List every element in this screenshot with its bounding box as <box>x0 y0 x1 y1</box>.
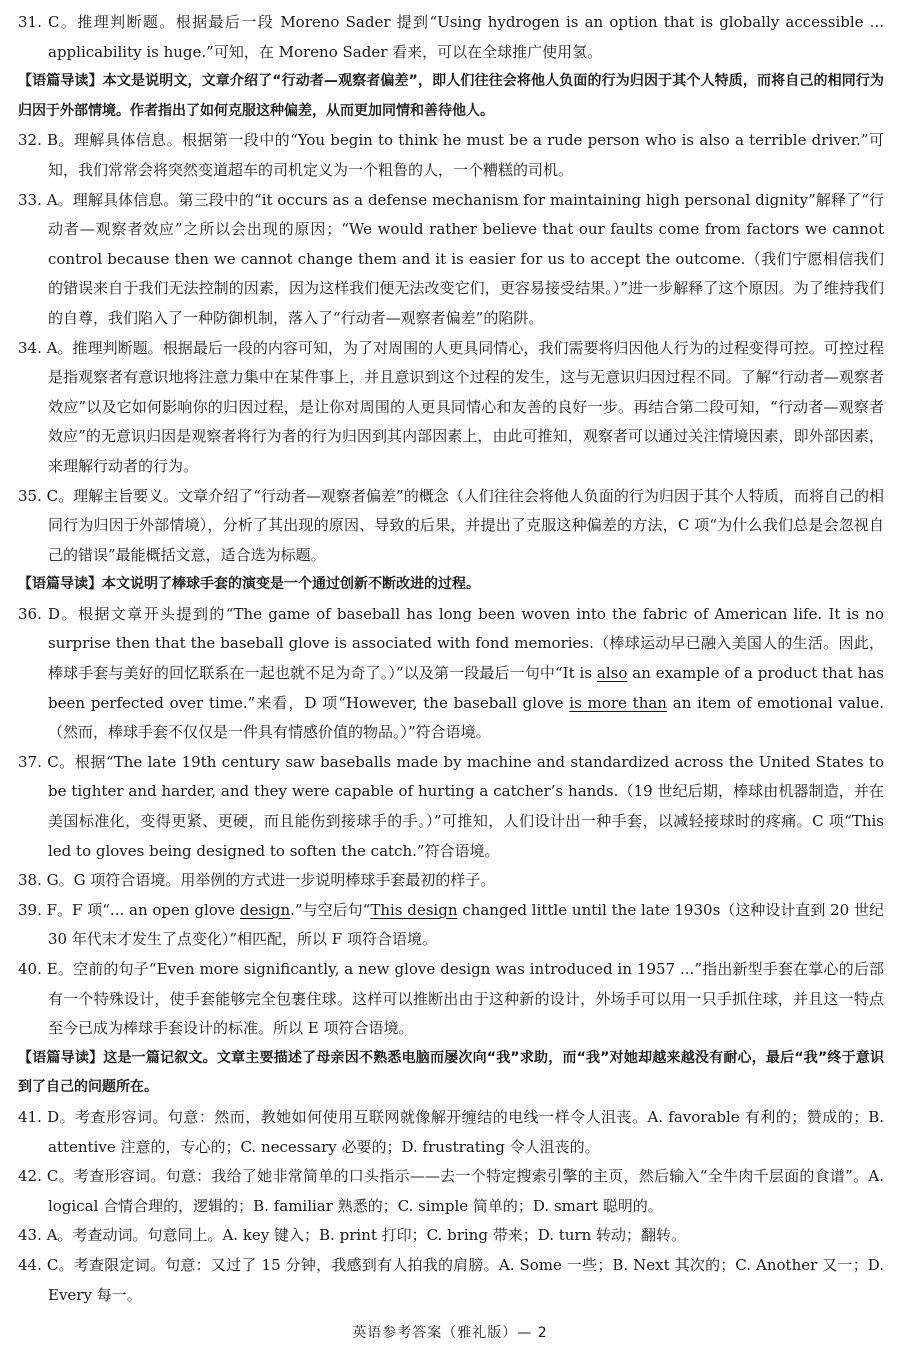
page-footer: 英语参考答案（雅礼版）— 2 <box>352 1325 548 1341</box>
answer-39-text-c: changed little until the late 1930s（这种设计直到 20 世纪 30 年代末才发生了点变化）”相匹配，所以 F 项符合语境。 <box>48 900 884 949</box>
answer-38: 38. G。G 项符合语境。用举例的方式进一步说明棒球手套最初的样子。 <box>18 871 496 890</box>
answer-36 <box>18 600 884 748</box>
answer-36-text-a: 36. D。根据文章开头提到的“The game of baseball has long been woven into the fabric of American life. It is no surprise then that the baseball glove is associated with fond memories.（棒球运动早已融入美国人的生活。因此，棒球手套与美好的回忆联系在一起也就不足为奇了。）”以及第一段最后一句中“It is <box>18 604 884 683</box>
passage-guide-3: 【语篇导读】这是一篇记叙文。文章主要描述了母亲因不熟悉电脑而屡次向“我”求助，而“我”对她却越来越没有耐心，最后“我”终于意识到了自己的问题所在。 <box>18 1049 884 1096</box>
answer-37: 37. C。根据“The late 19th century saw baseballs made by machine and standardized across the United States to be tighter and harder, and they were capable of hurting a catcher’s hands.（19 世纪后期，棒球由机器制造，并在美国标准化，变得更紧、更硬，而且能伤到接球手的手。）”可推知，人们设计出一种手套，以减轻接球时的疼痛。C 项“This led to gloves being designed to soften the catch.”符合语境。 <box>18 752 884 860</box>
answer-36-text-b: an example of a product that has been perfected over time.”来看，D 项“However, the baseball glove <box>48 664 884 712</box>
passage-guide-1: 【语篇导读】本文是说明文，文章介绍了“行动者—观察者偏差”，即人们往往会将他人负面的行为归因于其个人特质，而将自己的相同行为归因于外部情境。作者指出了如何克服这种偏差，从而更加同情和善待他人。 <box>18 73 884 119</box>
answer-40: 40. E。空前的句子“Even more significantly, a new glove design was introduced in 1957 ...”指出新型手套在掌心的后部有一个特殊设计，使手套能够完全包裹住球。这样可以推断出由于这种新的设计，外场手可以用一只手抓住球，并且这一特点至今已成为棒球手套设计的标准。所以 E 项符合语境。 <box>18 960 884 1038</box>
underlined-is-more-than: is more than <box>569 693 667 712</box>
answer-35: 35. C。理解主旨要义。文章介绍了“行动者—观察者偏差”的概念（人们往往会将他人负面的行为归因于其个人特质，而将自己的相同行为归因于外部情境），分析了其出现的原因、导致的后果，并提出了克服这种偏差的方法，C 项“为什么我们总是会忽视自己的错误”最能概括文意，适合选为标题。 <box>18 486 884 564</box>
answer-42: 42. C。考查形容词。句意：我给了她非常简单的口头指示——去一个特定搜索引擎的主页，然后输入“全牛肉千层面的食谱”。A. logical 合情合理的，逻辑的；B. familiar 熟悉的；C. simple 简单的；D. smart 聪明的。 <box>18 1167 884 1215</box>
answer-39 <box>18 896 884 955</box>
answer-31: 31. C。推理判断题。根据最后一段 Moreno Sader 提到“Using hydrogen is an option that is globally accessible ... applicability is huge.”可知，在 Moreno Sader 看来，可以在全球推广使用氢。 <box>18 13 884 61</box>
answer-34: 34. A。推理判断题。根据最后一段的内容可知，为了对周围的人更具同情心，我们需要将归因他人行为的过程变得可控。可控过程是指观察者有意识地将注意力集中在某件事上，并且意识到这个过程的发生，这与无意识归因过程不同。了解“行动者—观察者效应”以及它如何影响你的归因过程，是让你对周围的人更具同情心和友善的良好一步。再结合第二段可知，“行动者—观察者效应”的无意识归因是观察者将行为者的行为归因到其内部因素上，由此可推知，观察者可以通过关注情境因素，即外部因素，来理解行动者的行为。 <box>18 338 884 475</box>
answer-41: 41. D。考查形容词。句意：然而，教她如何使用互联网就像解开缠结的电线一样令人沮丧。A. favorable 有利的；赞成的；B. attentive 注意的，专心的；C. necessary 必要的；D. frustrating 令人沮丧的。 <box>18 1107 884 1156</box>
answer-32: 32. B。理解具体信息。根据第一段中的“You begin to think he must be a rude person who is also a terrible driver.”可知，我们常常会将突然变道超车的司机定义为一个粗鲁的人，一个糟糕的司机。 <box>18 131 884 179</box>
answer-43: 43. A。考查动词。句意同上。A. key 键入；B. print 打印；C. bring 带来；D. turn 转动；翻转。 <box>18 1226 687 1245</box>
passage-guide-2: 【语篇导读】本文说明了棒球手套的演变是一个通过创新不断改进的过程。 <box>18 576 480 593</box>
answer-39-text-b: .”与空后句“ <box>290 900 371 919</box>
answer-36-text-c: an item of emotional value.（然而，棒球手套不仅仅是一件具有情感价值的物品。）”符合语境。 <box>48 693 884 742</box>
answer-33: 33. A。理解具体信息。第三段中的“it occurs as a defense mechanism for maintaining high personal dignity”解释了“行动者—观察者效应”之所以会出现的原因；“We would rather believe that our faults come from factors we cannot control because then we cannot change them and it is easier for us to accept the outcome.（我们宁愿相信我们的错误来自于我们无法控制的因素，因为这样我们便无法改变它们，更容易接受结果。）”进一步解释了这个原因。为了维持我们的自尊，我们陷入了一种防御机制，落入了“行动者—观察者偏差”的陷阱。 <box>18 190 884 327</box>
answer-39-text-a: 39. F。F 项“... an open glove <box>18 900 240 919</box>
underlined-this-design: This design <box>370 900 458 919</box>
answer-44: 44. C。考查限定词。句意：又过了 15 分钟，我感到有人拍我的肩膀。A. Some 一些；B. Next 其次的；C. Another 又一；D. Every 每一。 <box>18 1255 884 1304</box>
underlined-also: also <box>596 664 628 683</box>
underlined-design: design <box>239 900 291 919</box>
